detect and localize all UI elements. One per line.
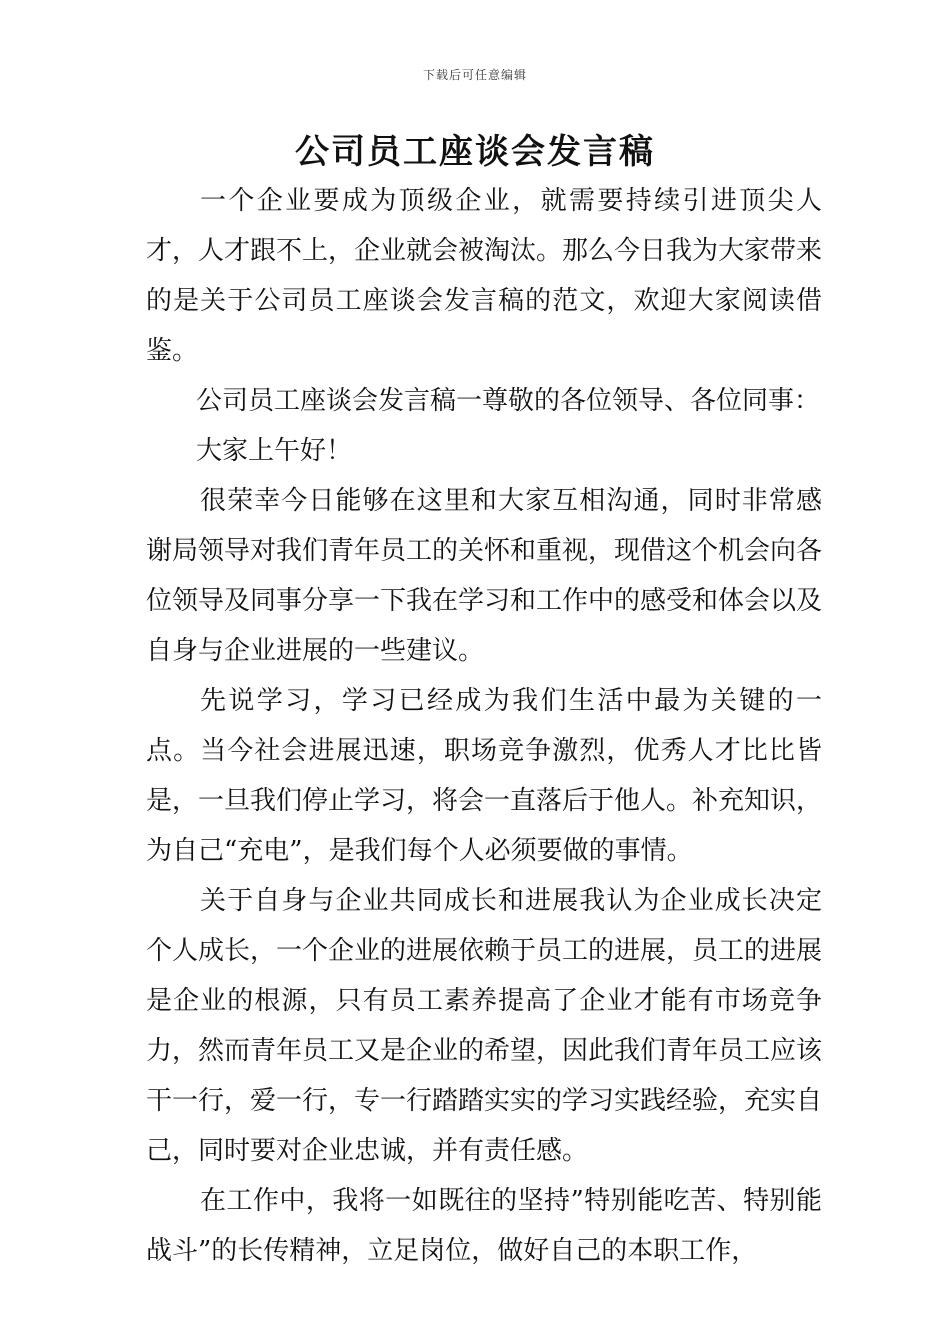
paragraph: 大家上午好！: [196, 436, 353, 466]
document-body: [146, 176, 822, 1276]
paragraph: 一个企业要成为顶级企业，就需要持续引进顶尖人才，人才跟不上，企业就会被淘汰。那么今日我为大家带来的是关于公司员工座谈会发言稿的范文，欢迎大家阅读借鉴。: [146, 186, 823, 366]
paragraph: 很荣幸今日能够在这里和大家互相沟通，同时非常感谢局领导对我们青年员工的关怀和重视，现借这个机会向各位领导及同事分享一下我在学习和工作中的感受和体会以及自身与企业进展的一些建议。: [146, 486, 823, 666]
paragraph: 关于自身与企业共同成长和进展我认为企业成长决定个人成长，一个企业的进展依赖于员工的进展，员工的进展是企业的根源，只有员工素养提高了企业才能有市场竞争力，然而青年员工又是企业的希望，因此我们青年员工应该干一行，爱一行，专一行踏踏实实的学习实践经验，充实自己，同时要对企业忠诚，并有责任感。: [146, 886, 823, 1166]
paragraph: 先说学习，学习已经成为我们生活中最为关键的一点。当今社会进展迅速，职场竞争激烈，优秀人才比比皆是，一旦我们停止学习，将会一直落后于他人。补充知识，为自己“充电”，是我们每个人必须要做的事情。: [146, 686, 823, 866]
header-note: 下载后可任意编辑: [422, 68, 527, 82]
document-title: 公司员工座谈会发言稿: [295, 132, 655, 172]
paragraph: 公司员工座谈会发言稿一尊敬的各位领导、各位同事：: [196, 386, 821, 416]
paragraph: 在工作中，我将一如既往的坚持”特别能吃苦、特别能战斗”的长传精神，立足岗位，做好自己的本职工作，: [146, 1186, 822, 1266]
